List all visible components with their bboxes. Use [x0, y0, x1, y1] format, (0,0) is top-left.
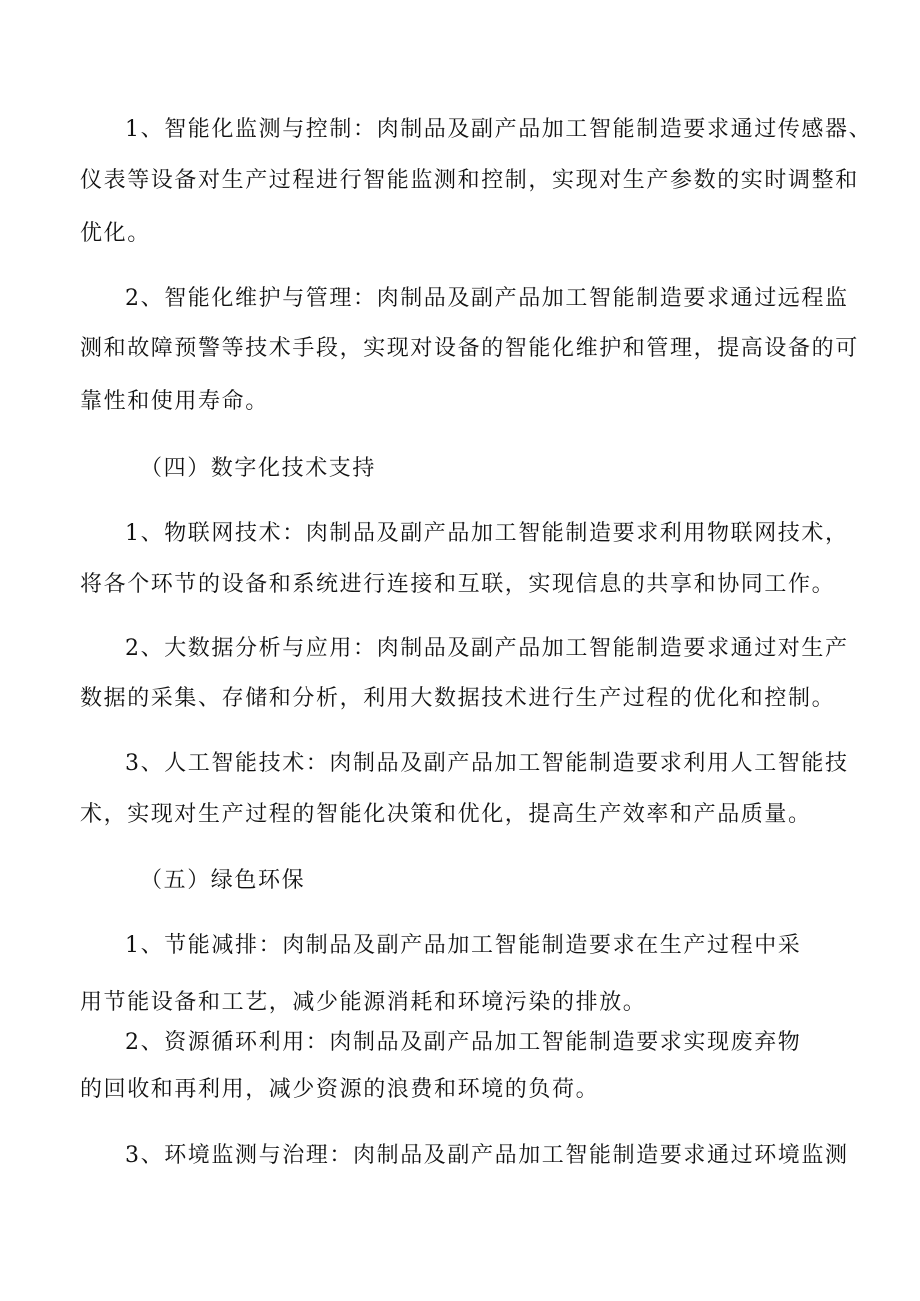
paragraph-line: 3、人工智能技术：肉制品及副产品加工智能制造要求利用人工智能技 [125, 751, 849, 776]
paragraph-line: 2、智能化维护与管理：肉制品及副产品加工智能制造要求通过远程监 [125, 286, 849, 311]
paragraph-line: 1、节能减排：肉制品及副产品加工智能制造要求在生产过程中采 [125, 933, 802, 958]
paragraph-line: 数据的采集、存储和分析，利用大数据技术进行生产过程的优化和控制。 [80, 686, 836, 711]
paragraph-line: 3、环境监测与治理：肉制品及副产品加工智能制造要求通过环境监测 [125, 1143, 849, 1168]
paragraph-line: 优化。 [80, 221, 151, 246]
paragraph-line: 靠性和使用寿命。 [80, 389, 269, 414]
section-heading: （五）绿色环保 [140, 868, 306, 893]
paragraph-line: 的回收和再利用，减少资源的浪费和环境的负荷。 [80, 1077, 600, 1102]
paragraph-line: 1、物联网技术：肉制品及副产品加工智能制造要求利用物联网技术， [125, 521, 849, 546]
paragraph-line: 2、资源循环利用：肉制品及副产品加工智能制造要求实现废弃物 [125, 1030, 802, 1055]
paragraph-line: 将各个环节的设备和系统进行连接和互联，实现信息的共享和协同工作。 [80, 572, 836, 597]
paragraph-line: 测和故障预警等技术手段，实现对设备的智能化维护和管理，提高设备的可 [80, 336, 859, 361]
paragraph-line: 仪表等设备对生产过程进行智能监测和控制，实现对生产参数的实时调整和 [80, 168, 859, 193]
paragraph-line: 1、智能化监测与控制：肉制品及副产品加工智能制造要求通过传感器、 [125, 117, 873, 142]
paragraph-line: 用节能设备和工艺，减少能源消耗和环境污染的排放。 [80, 990, 647, 1015]
paragraph-line: 术，实现对生产过程的智能化决策和优化，提高生产效率和产品质量。 [80, 802, 812, 827]
paragraph-line: 2、大数据分析与应用：肉制品及副产品加工智能制造要求通过对生产 [125, 636, 849, 661]
section-heading: （四）数字化技术支持 [140, 456, 377, 481]
